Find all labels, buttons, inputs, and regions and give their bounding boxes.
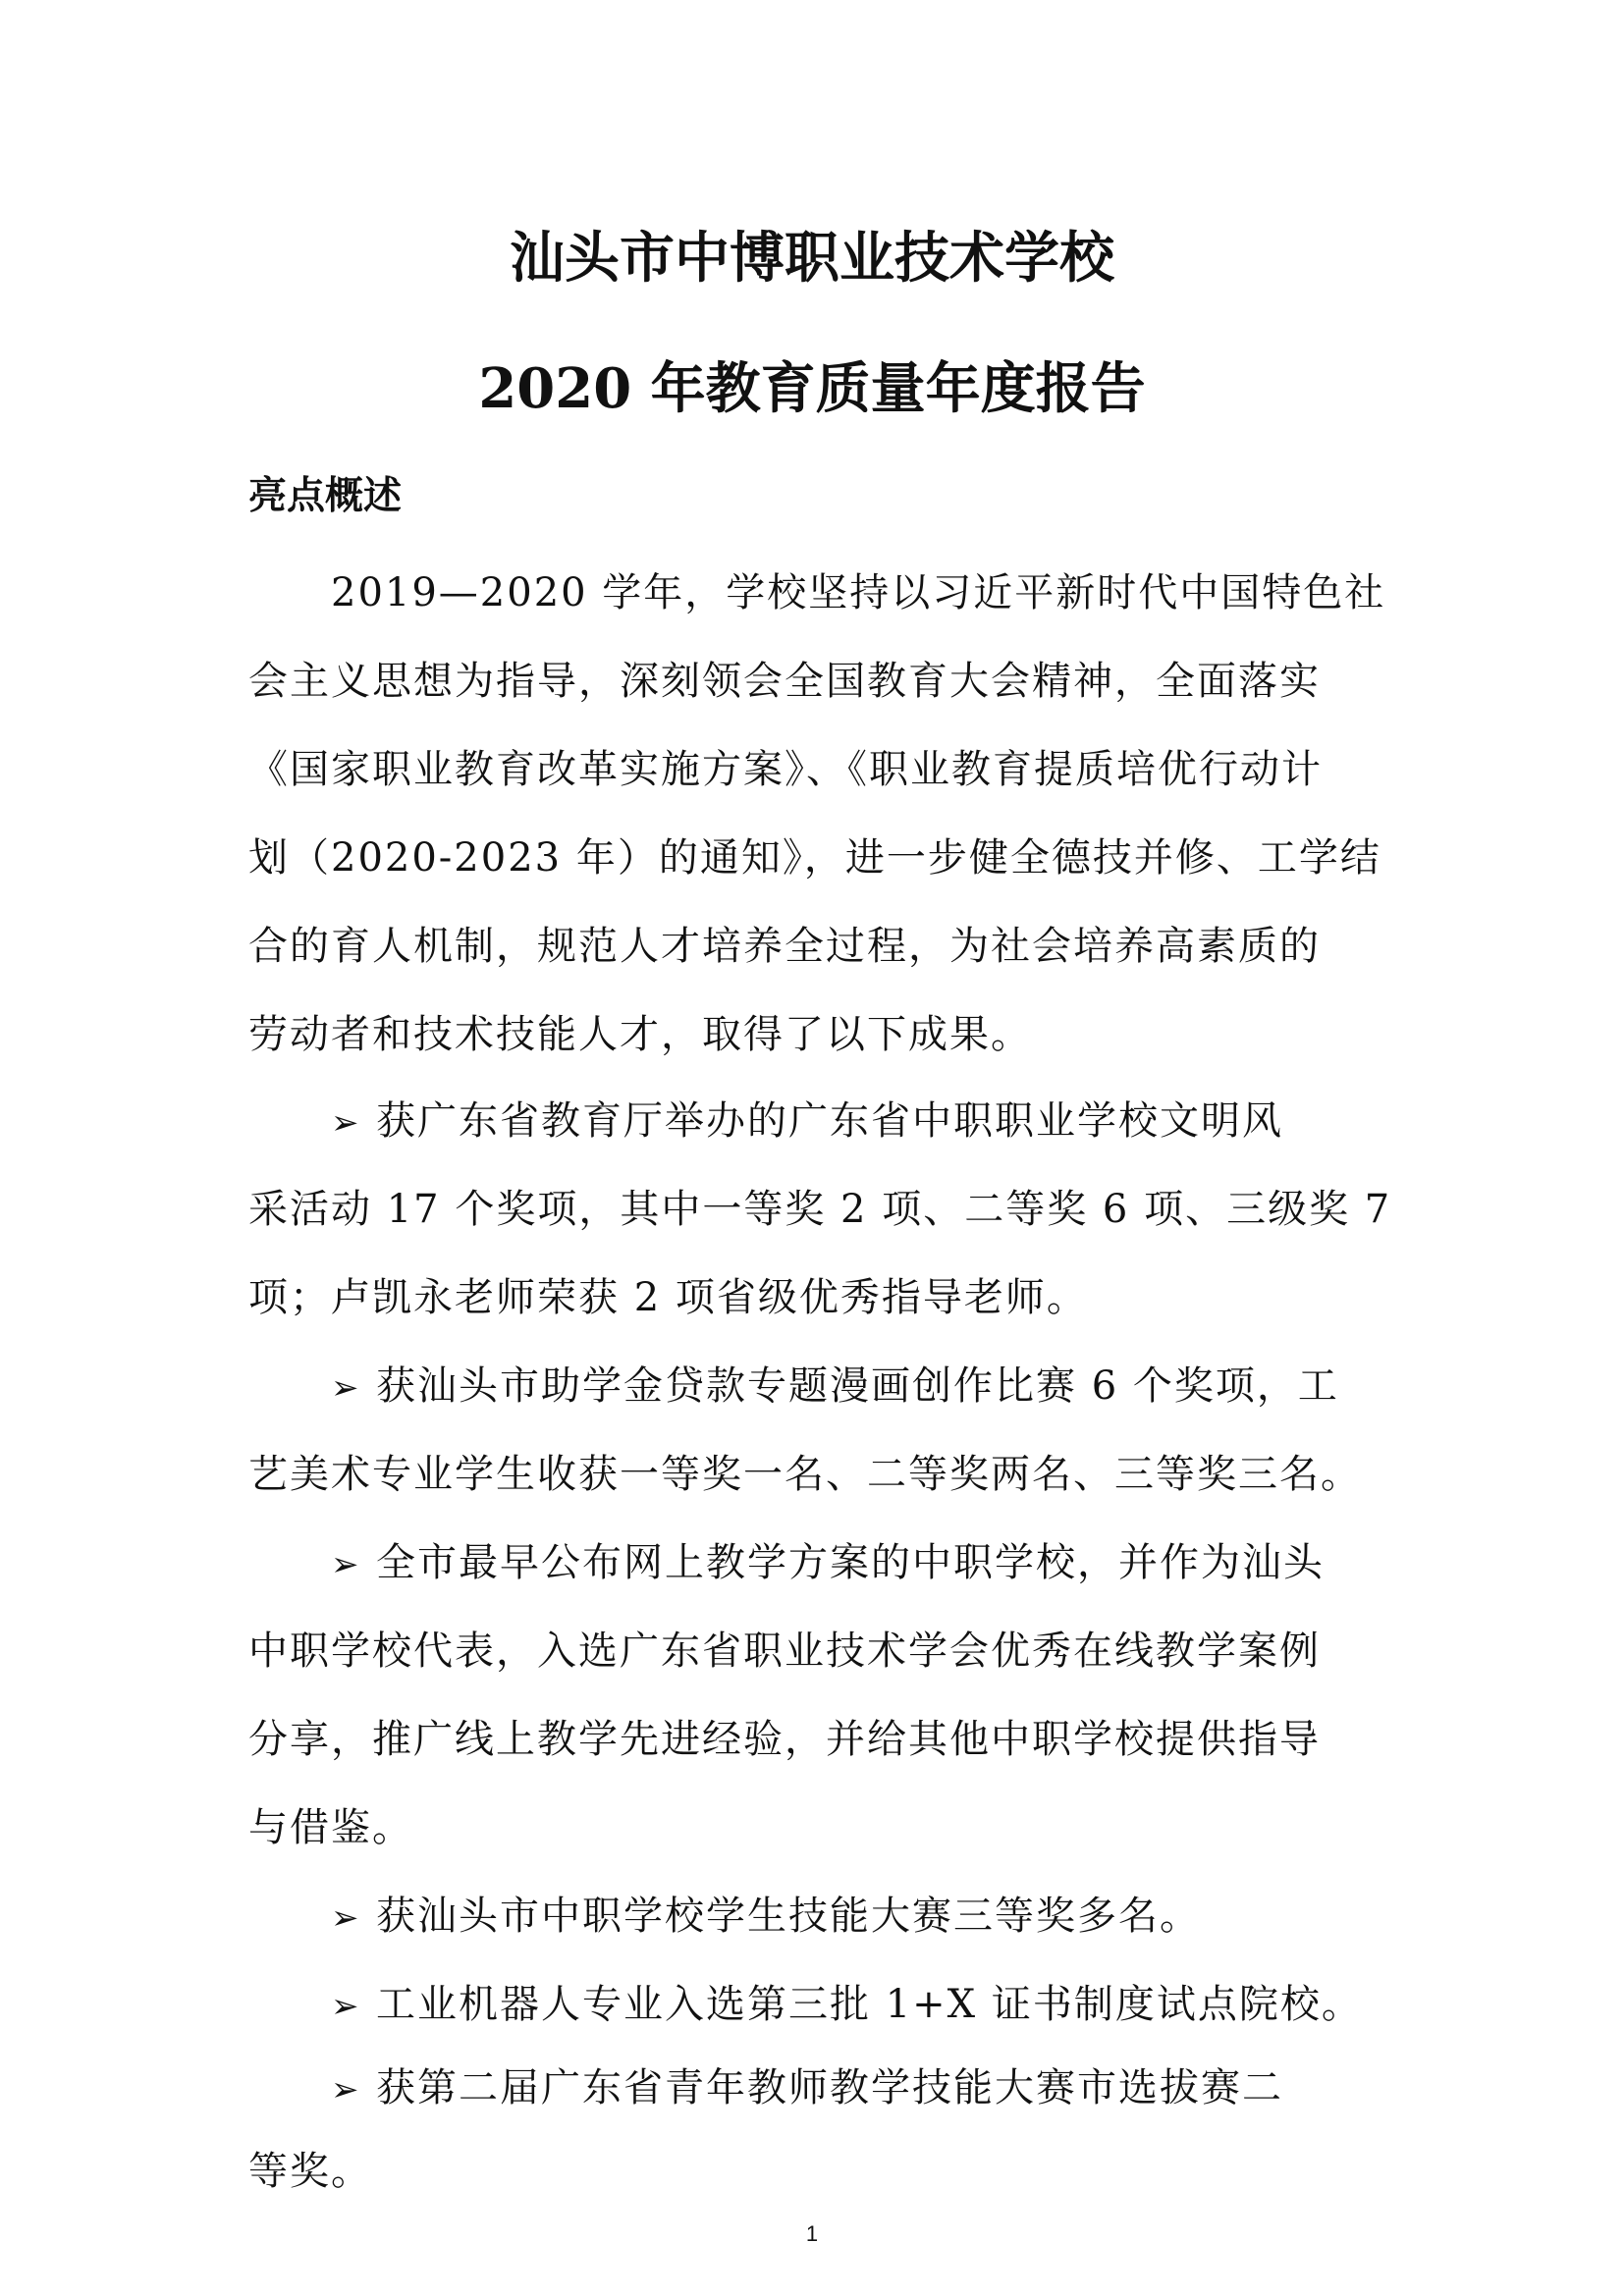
bullet-arrow-icon: ➢ <box>331 1898 361 1938</box>
bullet-item <box>331 1533 1387 1594</box>
intro-line: 会主义思想为指导，深刻领会全国教育大会精神，全面落实 <box>248 659 1321 704</box>
bullet-text: 获第二届广东省青年教师教学技能大赛市选拔赛二 <box>376 2065 1283 2110</box>
bullet-item <box>331 1357 1387 1417</box>
bullet-item <box>331 1092 1387 1152</box>
intro-line: 合的育人机制，规范人才培养全过程，为社会培养高素质的 <box>248 924 1321 969</box>
bullet-continuation-line: 分享，推广线上教学先进经验，并给其他中职学校提供指导 <box>248 1717 1321 1762</box>
intro-line: 划（2020-2023 年）的通知》，进一步健全德技并修、工学结 <box>248 835 1381 881</box>
bullet-arrow-icon: ➢ <box>331 2070 361 2109</box>
bullet-continuation-line: 与借鉴。 <box>248 1805 413 1850</box>
bullet-continuation-line: 采活动 17 个奖项，其中一等奖 2 项、二等奖 6 项、三级奖 7 <box>248 1187 1392 1232</box>
bullet-text: 工业机器人专业入选第三批 1+X 证书制度试点院校。 <box>376 1982 1363 2027</box>
document-title-line-1: 汕头市中博职业技术学校 <box>510 226 1114 291</box>
bullet-text: 全市最早公布网上教学方案的中职学校，并作为汕头 <box>376 1540 1325 1585</box>
bullet-arrow-icon: ➢ <box>331 1987 361 2026</box>
bullet-text: 获汕头市助学金贷款专题漫画创作比赛 6 个奖项，工 <box>376 1363 1339 1409</box>
intro-line: 劳动者和技术技能人才，取得了以下成果。 <box>248 1012 1032 1057</box>
page-number: 1 <box>805 2221 819 2246</box>
bullet-arrow-icon: ➢ <box>331 1545 361 1584</box>
section-heading: 亮点概述 <box>248 474 403 518</box>
document-title-line-2: 2020 年教育质量年度报告 <box>478 356 1146 421</box>
intro-line: 《国家职业教育改革实施方案》、《职业教育提质培优行动计 <box>248 747 1323 792</box>
intro-line: 2019—2020 学年，学校坚持以习近平新时代中国特色社 <box>331 570 1386 615</box>
bullet-continuation-line: 中职学校代表，入选广东省职业技术学会优秀在线教学案例 <box>248 1629 1321 1674</box>
bullet-item <box>331 1975 1387 2036</box>
bullet-continuation-line: 等奖。 <box>248 2149 372 2194</box>
bullet-arrow-icon: ➢ <box>331 1368 361 1408</box>
bullet-item <box>331 1887 1387 1948</box>
bullet-text: 获广东省教育厅举办的广东省中职职业学校文明风 <box>376 1098 1283 1144</box>
bullet-arrow-icon: ➢ <box>331 1103 361 1143</box>
bullet-continuation-line: 艺美术专业学生收获一等奖一名、二等奖两名、三等奖三名。 <box>248 1452 1362 1497</box>
bullet-item <box>331 2058 1387 2119</box>
bullet-text: 获汕头市中职学校学生技能大赛三等奖多名。 <box>376 1894 1201 1939</box>
bullet-continuation-line: 项；卢凯永老师荣获 2 项省级优秀指导老师。 <box>248 1275 1088 1320</box>
